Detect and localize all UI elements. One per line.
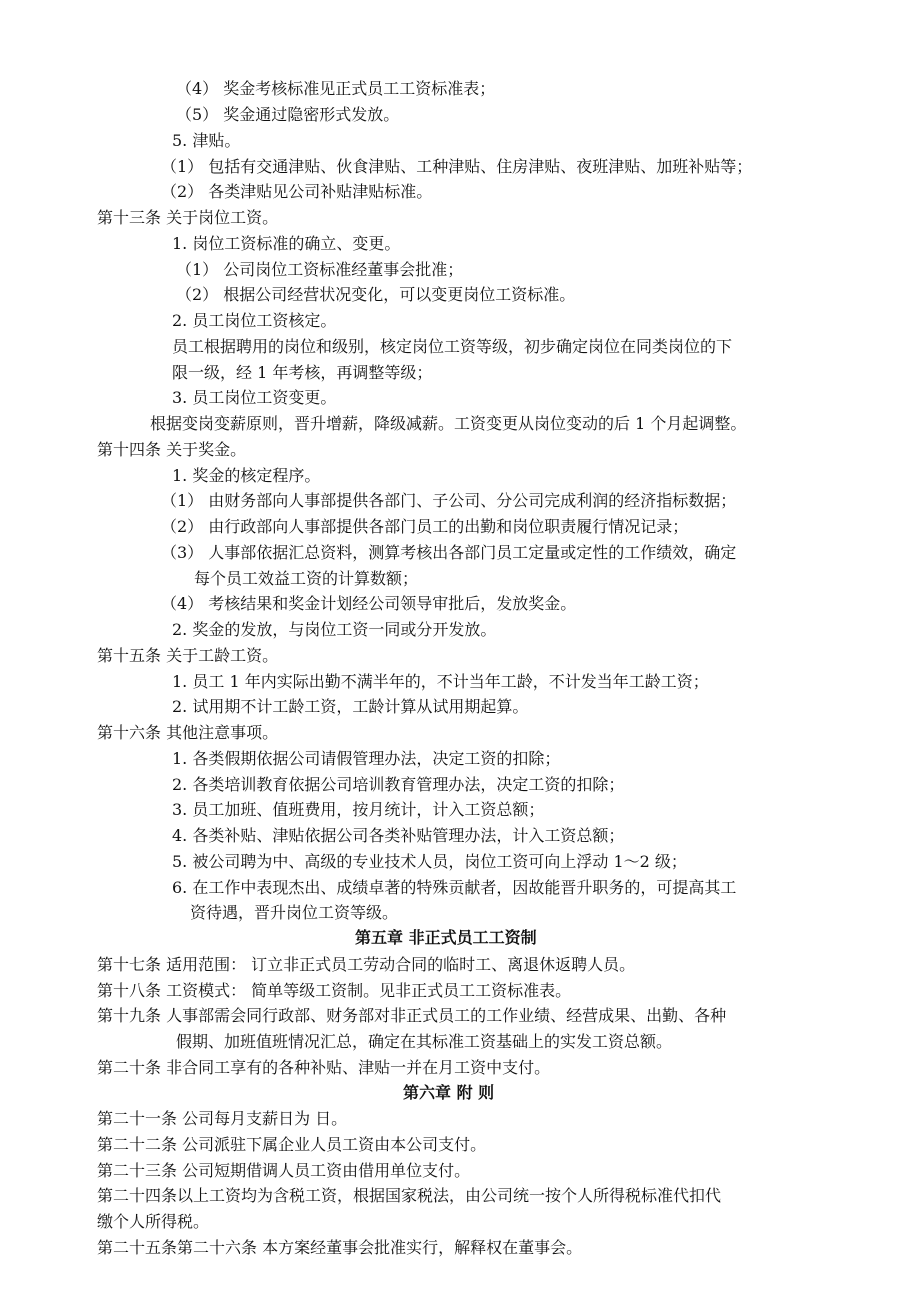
text-line: 1. 员工 1 年内实际出勤不满半年的，不计当年工龄，不计发当年工龄工资； <box>172 672 709 691</box>
text-line: （4） 奖金考核标准见正式员工工资标准表； <box>176 79 496 98</box>
text-line: 根据变岗变薪原则，晋升增薪，降级减薪。工资变更从岗位变动的后 1 个月起调整。 <box>150 414 747 433</box>
text-line: 1. 各类假期依据公司请假管理办法，决定工资的扣除； <box>172 749 561 768</box>
text-line: （2） 根据公司经营状况变化，可以变更岗位工资标准。 <box>176 285 576 304</box>
text-line: 第十七条 适用范围： 订立非正式员工劳动合同的临时工、离退休返聘人员。 <box>97 955 636 974</box>
text-line: （5） 奖金通过隐密形式发放。 <box>176 105 400 124</box>
text-line: 员工根据聘用的岗位和级别，核定岗位工资等级，初步确定岗位在同类岗位的下 <box>172 337 733 356</box>
article-heading: 第十六条 其他注意事项。 <box>97 723 279 742</box>
text-line: 第二十三条 公司短期借调人员工资由借用单位支付。 <box>97 1161 471 1180</box>
text-line: （1） 公司岗位工资标准经董事会批准； <box>176 260 464 279</box>
text-line: 资待遇，晋升岗位工资等级。 <box>190 903 399 922</box>
text-line: 第十八条 工资模式： 简单等级工资制。见非正式员工工资标准表。 <box>97 981 572 1000</box>
text-line: 6. 在工作中表现杰出、成绩卓著的特殊贡献者，因故能晋升职务的，可提高其工 <box>172 878 737 897</box>
text-line: 5. 津贴。 <box>172 131 241 150</box>
text-line: 1. 岗位工资标准的确立、变更。 <box>172 234 401 253</box>
text-line: 4. 各类补贴、津贴依据公司各类补贴管理办法，计入工资总额； <box>172 826 625 845</box>
text-line: 3. 员工加班、值班费用，按月统计，计入工资总额； <box>172 800 545 819</box>
chapter-heading: 第五章 非正式员工工资制 <box>355 928 537 947</box>
article-heading: 第十四条 关于奖金。 <box>97 440 247 459</box>
text-line: 5. 被公司聘为中、高级的专业技术人员，岗位工资可向上浮动 1～2 级； <box>172 852 687 871</box>
text-line: （4） 考核结果和奖金计划经公司领导审批后，发放奖金。 <box>161 594 577 613</box>
text-line: 第二十条 非合同工享有的各种补贴、津贴一并在月工资中支付。 <box>97 1058 551 1077</box>
text-line: 限一级，经 1 年考核，再调整等级； <box>172 363 433 382</box>
text-line: （1） 由财务部向人事部提供各部门、子公司、分公司完成利润的经济指标数据； <box>161 491 737 510</box>
text-line: 3. 员工岗位工资变更。 <box>172 388 337 407</box>
text-line: 2. 员工岗位工资核定。 <box>172 311 337 330</box>
text-line: 2. 各类培训教育依据公司培训教育管理办法，决定工资的扣除； <box>172 775 625 794</box>
text-line: （1） 包括有交通津贴、伙食津贴、工种津贴、住房津贴、夜班津贴、加班补贴等； <box>161 157 753 176</box>
text-line: 第二十一条 公司每月支薪日为 日。 <box>97 1109 348 1128</box>
article-heading: 第十三条 关于岗位工资。 <box>97 208 279 227</box>
text-line: 第二十四条以上工资均为含税工资，根据国家税法，由公司统一按个人所得税标准代扣代 <box>97 1186 722 1205</box>
text-line: 第二十五条第二十六条 本方案经董事会批准实行，解释权在董事会。 <box>97 1238 583 1257</box>
text-line: （3） 人事部依据汇总资料，测算考核出各部门员工定量或定性的工作绩效，确定 <box>161 543 737 562</box>
text-line: （2） 各类津贴见公司补贴津贴标准。 <box>161 182 433 201</box>
text-line: 2. 奖金的发放，与岗位工资一同或分开发放。 <box>172 620 497 639</box>
text-line: 第二十二条 公司派驻下属企业人员工资由本公司支付。 <box>97 1135 487 1154</box>
text-line: 每个员工效益工资的计算数额； <box>194 569 419 588</box>
text-line: 假期、加班值班情况汇总，确定在其标准工资基础上的实发工资总额。 <box>176 1032 673 1051</box>
text-line: 缴个人所得税。 <box>97 1212 210 1231</box>
text-line: 第十九条 人事部需会同行政部、财务部对非正式员工的工作业绩、经营成果、出勤、各种 <box>97 1006 727 1025</box>
text-line: 1. 奖金的核定程序。 <box>172 466 321 485</box>
text-line: 2. 试用期不计工龄工资，工龄计算从试用期起算。 <box>172 697 529 716</box>
text-line: （2） 由行政部向人事部提供各部门员工的出勤和岗位职责履行情况记录； <box>161 517 689 536</box>
chapter-heading: 第六章 附 则 <box>403 1083 495 1102</box>
article-heading: 第十五条 关于工龄工资。 <box>97 646 279 665</box>
